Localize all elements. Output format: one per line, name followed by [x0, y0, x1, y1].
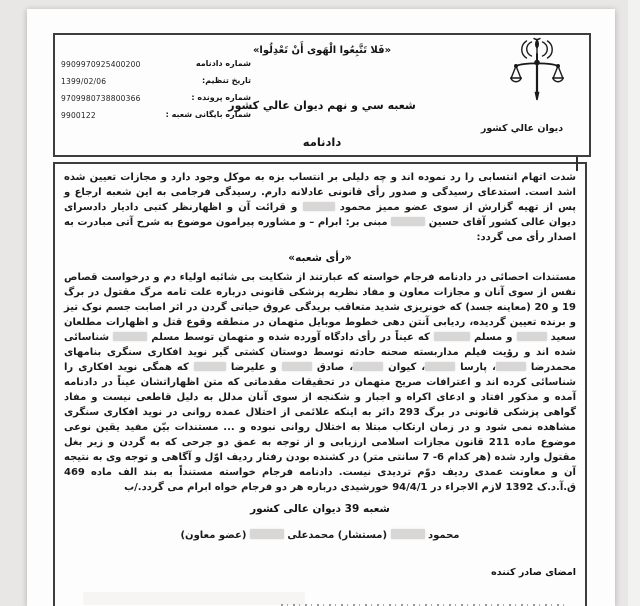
redaction-box: [250, 529, 284, 539]
redaction-box: [517, 332, 547, 341]
document-body-box: [53, 162, 587, 606]
date-value: 1399/02/06: [61, 77, 107, 86]
redaction-box: [434, 332, 470, 341]
date-label: تاریخ تنظیم:: [202, 76, 251, 85]
redaction-box: [496, 362, 526, 371]
judgment-number-value: 9909970925400200: [61, 60, 141, 69]
document-page: [27, 9, 615, 606]
redaction-box: [353, 362, 383, 371]
issuing-branch-line: شعبه 39 دیوان عالی کشور: [250, 503, 390, 515]
branch-title: شعبه سي و نهم ديوان عالي كشور: [228, 99, 416, 112]
bottom-blur-artifact: [83, 592, 305, 605]
redaction-box: [391, 529, 425, 539]
case-number-value: 9709980738800366: [61, 94, 141, 103]
redaction-box: [391, 217, 425, 226]
field-row-date: [61, 74, 251, 91]
scan-artifact-tick: [576, 157, 578, 171]
case-number-label: شماره پرونده :: [191, 93, 251, 102]
ruling-heading: «رأی شعبه»: [288, 252, 352, 264]
redaction-box: [303, 202, 335, 211]
redaction-box: [194, 362, 226, 371]
judiciary-scales-emblem-icon: [510, 37, 564, 119]
ruling-text-paragraph: مستندات احصائی در دادنامه فرجام خواسته که عبارتند از شکایت بی شائبه اولیاء دم و درخواست قصاص نفس از سوی آنان و مجازات معاون و مفاد نظریه پزشکی قانونی درباره علت تامه مرگ مقتول در برگ 19 و 20 (معاینه جسد) که خونریزی شدید متعاقب بریدگی عروق حیاتی گردن در اثر اصابت جسم نوک تیز و برنده تعیین گردیده، ردیابی آنتن دهی خطوط موبایل متهمان در منطقه وقوع قتل و اظهارات مطلعان سعید و مسلم که عیناً در رأی دادگاه آورده شده و متهمان توسط مسلم شناسائی شده اند و رؤیت فیلم مداربسته صحنه حادثه توسط دوستان کشتی گیر نوید افکاری سنگری بنامهای محمدرضا ، پارسا ، کیوان ، صادق و علیرضا که همگی نوید افکاری را شناسائی کرده اند و اعترافات صریح متهمان در تحقیقات مقدماتی که متن اظهاراتشان عیناً در دادنامه آمده و مذکور افتاد و ادعای اکراه و اجبار و شکنجه از سوی آنان مدلل به دلیل قاطعی نیست و مفاد گواهی پزشکی قانونی در برگ 293 دائر به اینکه علائمی از اختلال عمده روانی در نوید افکاری سنگری مشاهده نمی شود و در زمان ارتکاب مبتلا به اختلال روانی نبوده و ... مستندات بیّن مفید یقین نوعی موضوع ماده 211 قانون مجازات اسلامی ارزیابی و از توجه به عمق دو جرحی که به گردن و زیر بغل مقتول وارد شده (هر کدام 6- 7 سانتی متر) در کشنده بودن رفتار ردیف اوّل و آگاهی و توجه وی به نتیجه آن و معاونت عمدی ردیف دوّم تردیدی نیست. دادنامه فرجام خواسته مستنداً به بند الف ماده 469 ق.آ.د.ک 1392 لازم الاجراء در 94/4/1 خورشیدی درباره هر دو فرجام خواه ابرام می گردد./ب: [64, 272, 577, 493]
redaction-box: [113, 332, 147, 341]
quran-quote: «فَلا تَتَّبِعُوا الْهَوی أَنْ تَعْدِلُوا»: [252, 45, 392, 56]
issuer-signature-label: امضای صادر کننده: [491, 567, 576, 578]
judges-signature-line: محمود (مستشار) محمدعلی (عضو معاون): [180, 530, 460, 541]
background-edge-strip: [628, 0, 640, 606]
field-row-case-number: [61, 91, 251, 108]
appeal-summary-paragraph: شدت اتهام انتسابی را رد نموده اند و چه دلیلی بر انتساب بزه به موکل وجود دارد و مجازات تعیین شده اشد است. استدعای رسیدگی و صدور رأی قانونی عادلانه دارم. رسیدگی فرجامی به این شعبه ارجاع و پس از تهیه گزارش از سوی عضو ممیز محمود و قرائت آن و اظهارنظر کتبی دادیار دادسرای دیوان عالی کشور آقای حسین مبنی بر: ابرام – و مشاوره پیرامون موضوع به شرح آتی مبادرت به اصدار رأی می گردد:: [64, 172, 576, 243]
document-title: دادنامه: [302, 135, 342, 149]
header-fields: [61, 57, 251, 125]
judgment-number-label: شماره دادنامه: [195, 59, 251, 68]
archive-number-label: شماره بایگانی شعبه :: [165, 110, 251, 119]
document-header-box: [53, 33, 591, 157]
court-name-label: ديوان عالي كشور: [480, 123, 564, 134]
redaction-box: [282, 362, 312, 371]
archive-number-value: 9900122: [61, 111, 96, 120]
field-row-archive-number: [61, 108, 251, 125]
field-row-judgment-number: [61, 57, 251, 74]
redaction-box: [425, 362, 455, 371]
